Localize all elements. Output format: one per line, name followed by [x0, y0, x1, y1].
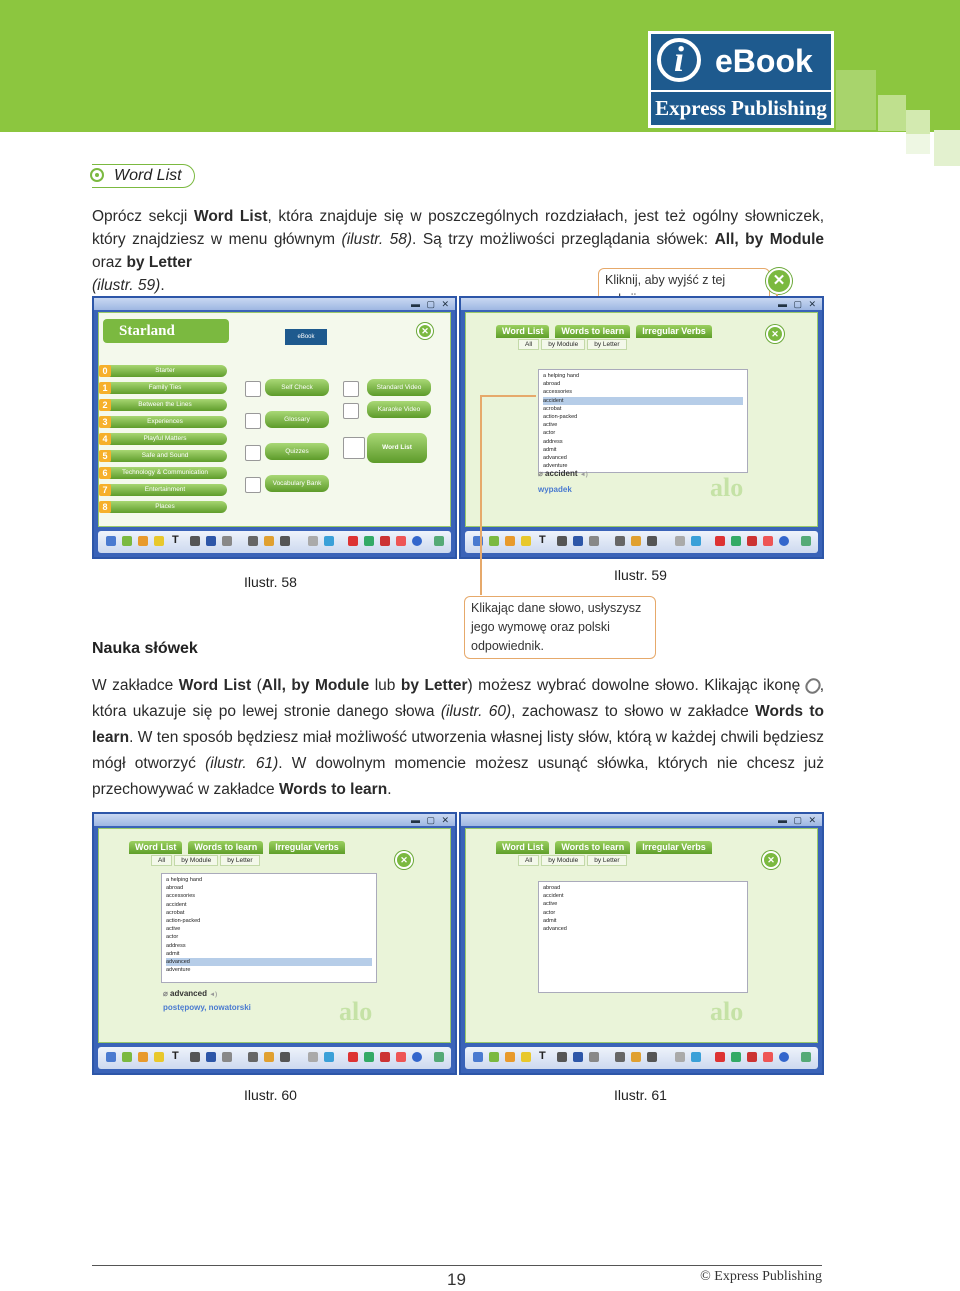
shape-icon[interactable]: [573, 536, 583, 546]
subtab-by-letter[interactable]: by Letter: [587, 339, 626, 350]
word-item[interactable]: address: [166, 942, 186, 949]
bold-text: Words to learn: [92, 703, 824, 746]
subtab-bar: [151, 855, 262, 866]
footer-divider: [92, 1265, 822, 1266]
window-titlebar: [461, 814, 822, 826]
menu-number: 7: [99, 484, 111, 496]
tile-karaoke-video[interactable]: Karaoke Video: [367, 401, 431, 418]
pen-icon[interactable]: [122, 536, 132, 546]
selected-word-text: advanced: [170, 989, 207, 998]
shape-icon[interactable]: [206, 1052, 216, 1062]
text: W zakładce: [92, 677, 179, 694]
menu-label: Technology & Communication: [122, 469, 208, 476]
text: . W ten sposób będziesz miał możliwość utworzenia własnej listy słów, którą w każdej chwili będziesz mógł otworzyć: [92, 729, 824, 772]
selected-word[interactable]: [538, 469, 588, 478]
starland-title: Starland: [103, 319, 229, 343]
word-item[interactable]: adventure: [543, 463, 568, 470]
tab-words-to-learn[interactable]: Words to learn: [555, 841, 630, 854]
pointer-icon[interactable]: [264, 536, 274, 546]
word-item[interactable]: acrobat: [543, 405, 562, 412]
menu-item[interactable]: [103, 399, 227, 411]
word-list-box: [161, 873, 377, 983]
word-item[interactable]: a helping hand: [543, 373, 580, 379]
help-icon[interactable]: [412, 536, 422, 546]
subtab-all[interactable]: All: [518, 339, 539, 350]
subtab-by-module[interactable]: by Module: [541, 855, 585, 866]
logo-i-icon: i: [657, 38, 701, 82]
bold-text: by Letter: [126, 254, 192, 271]
alo-logo: alo: [339, 997, 373, 1026]
word-item[interactable]: accident: [543, 893, 564, 900]
marker-icon[interactable]: [138, 1052, 148, 1062]
screen-icon[interactable]: [691, 1052, 701, 1062]
menu-number: 1: [99, 382, 111, 394]
word-item[interactable]: admit: [543, 917, 557, 924]
window-titlebar: [94, 298, 455, 310]
window-controls: ▬ ▢ ✕: [410, 299, 451, 309]
highlighter-icon[interactable]: [521, 536, 531, 546]
subtab-bar: [518, 855, 629, 866]
text-tool-icon[interactable]: T: [172, 534, 179, 546]
menu-label: Safe and Sound: [141, 452, 189, 459]
zoom-icon[interactable]: [248, 1052, 258, 1062]
screenshot-59: [459, 296, 824, 559]
tab-irregular-verbs[interactable]: Irregular Verbs: [269, 841, 345, 854]
stop-icon[interactable]: [763, 536, 773, 546]
word-item[interactable]: actor: [166, 934, 179, 941]
word-item-selected[interactable]: accident: [543, 397, 743, 405]
pen-icon[interactable]: [122, 1052, 132, 1062]
eraser-icon[interactable]: [557, 1052, 567, 1062]
undo-icon[interactable]: [364, 536, 374, 546]
word-item[interactable]: active: [543, 901, 558, 908]
copyright: © Express Publishing: [700, 1269, 822, 1284]
close-icon[interactable]: ✕: [395, 851, 413, 869]
quizzes-icon: [245, 445, 261, 461]
text: . W dowolnym momencie możesz usunąć słówka, których nie chcesz już przechowywać w zakładce: [92, 755, 824, 798]
text: Oprócz sekcji: [92, 208, 194, 225]
decor-square: [934, 130, 960, 166]
pointer-icon[interactable]: [631, 1052, 641, 1062]
text: ) możesz wybrać dowolne słowo. Klikając ikonę: [467, 677, 801, 694]
subtab-by-module[interactable]: by Module: [174, 855, 218, 866]
ref-text: (ilustr. 60): [440, 703, 512, 720]
text: , która ukazuje się po lewej stronie danego słowa: [92, 677, 825, 720]
callout-pointer: [480, 395, 482, 595]
speaker-icon[interactable]: ◄): [579, 472, 588, 478]
eraser-icon[interactable]: [190, 1052, 200, 1062]
section-heading: [92, 164, 195, 188]
decor-square: [836, 70, 876, 130]
marker-icon[interactable]: [138, 536, 148, 546]
page-icon[interactable]: [675, 1052, 685, 1062]
tab-irregular-verbs[interactable]: Irregular Verbs: [636, 325, 712, 338]
menu-item[interactable]: [103, 382, 227, 394]
starland-menu: [98, 312, 451, 527]
pen-icon[interactable]: [489, 1052, 499, 1062]
menu-label: Between the Lines: [138, 401, 192, 408]
undo-icon[interactable]: [731, 1052, 741, 1062]
subtab-bar: [518, 339, 629, 350]
text: .: [387, 781, 392, 798]
spotlight-icon[interactable]: [589, 536, 599, 546]
text: . Są trzy możliwości przeglądania słówek:: [412, 231, 715, 248]
word-item[interactable]: acrobat: [166, 909, 185, 916]
arrow-icon[interactable]: [801, 1052, 811, 1062]
caption-58: Ilustr. 58: [244, 574, 297, 590]
spotlight-icon[interactable]: [589, 1052, 599, 1062]
menu-item[interactable]: [103, 467, 227, 479]
menu-number: 3: [99, 416, 111, 428]
menu-item[interactable]: [103, 450, 227, 462]
stop-icon[interactable]: [763, 1052, 773, 1062]
page-number: 19: [447, 1270, 466, 1289]
word-list-panel: [465, 312, 818, 527]
menu-number: 0: [99, 365, 111, 377]
ref-text: (ilustr. 58): [341, 231, 413, 248]
stop-icon[interactable]: [396, 536, 406, 546]
menu-label: Family Ties: [148, 384, 182, 391]
decor-square: [906, 134, 930, 154]
self-check-icon: [245, 381, 261, 397]
help-icon[interactable]: [779, 1052, 789, 1062]
body-paragraph: [92, 673, 824, 803]
camera-icon[interactable]: [647, 1052, 657, 1062]
tile-word-list[interactable]: Word List: [367, 433, 427, 463]
screen-icon[interactable]: [324, 536, 334, 546]
page-icon[interactable]: [308, 536, 318, 546]
glossary-icon: [245, 413, 261, 429]
caption-59: Ilustr. 59: [614, 567, 667, 583]
word-item[interactable]: active: [543, 422, 558, 429]
menu-item[interactable]: [103, 484, 227, 496]
window-titlebar: [461, 298, 822, 310]
word-list-panel: [98, 828, 451, 1043]
word-item[interactable]: advanced: [543, 455, 567, 462]
arrow-icon[interactable]: [434, 536, 444, 546]
shape-icon[interactable]: [206, 536, 216, 546]
delete-icon[interactable]: [715, 1052, 725, 1062]
arrow-icon[interactable]: [801, 536, 811, 546]
ebook-logo: [648, 31, 834, 128]
tab-words-to-learn[interactable]: Words to learn: [555, 325, 630, 338]
camera-icon[interactable]: [280, 536, 290, 546]
tab-irregular-verbs[interactable]: Irregular Verbs: [636, 841, 712, 854]
subtab-by-letter[interactable]: by Letter: [587, 855, 626, 866]
pen-icon[interactable]: [489, 536, 499, 546]
tool-icon[interactable]: [473, 536, 483, 546]
decor-square: [906, 110, 930, 134]
word-item[interactable]: advanced: [543, 926, 567, 933]
section-title: Word List: [114, 167, 182, 184]
callout-pointer: [480, 395, 536, 397]
subheading: Nauka słówek: [92, 640, 198, 657]
text: .: [160, 277, 165, 294]
arrow-icon[interactable]: [434, 1052, 444, 1062]
pointer-icon[interactable]: [264, 1052, 274, 1062]
screen-icon[interactable]: [691, 536, 701, 546]
menu-number: 4: [99, 433, 111, 445]
window-controls: ▬ ▢ ✕: [777, 299, 818, 309]
camera-icon[interactable]: [280, 1052, 290, 1062]
text: , zachowasz to słowo w zakładce: [511, 703, 756, 720]
caption-61: Ilustr. 61: [614, 1087, 667, 1103]
logo-publisher-text: Express Publishing: [651, 92, 831, 125]
text-tool-icon[interactable]: T: [539, 534, 546, 546]
text: , która znajduje się w poszczególnych rozdziałach, jest też ogólny słowniczek, który znajdziesz w menu głównym: [92, 208, 824, 248]
word-item-selected[interactable]: advanced: [166, 958, 372, 966]
logo-ebook-text: eBook: [715, 43, 813, 79]
toolbar: [98, 531, 451, 553]
screenshot-58: [92, 296, 457, 559]
text-tool-icon[interactable]: T: [539, 1050, 546, 1062]
word-item[interactable]: accessories: [166, 893, 196, 900]
tab-bar: [129, 837, 351, 855]
caption-60: Ilustr. 60: [244, 1087, 297, 1103]
marker-icon[interactable]: [505, 536, 515, 546]
eraser-icon[interactable]: [190, 536, 200, 546]
tool-icon[interactable]: [473, 1052, 483, 1062]
screen-icon[interactable]: [324, 1052, 334, 1062]
selected-word-text: accident: [545, 469, 578, 478]
toolbar: [465, 531, 818, 553]
word-item[interactable]: action-packed: [543, 414, 578, 421]
ref-text: (ilustr. 59): [92, 277, 161, 294]
tile-vocabulary-bank[interactable]: Vocabulary Bank: [265, 475, 329, 492]
logo-top: [651, 34, 831, 90]
page-icon[interactable]: [675, 536, 685, 546]
menu-item[interactable]: [103, 416, 227, 428]
menu-item[interactable]: [103, 365, 227, 377]
tab-word-list[interactable]: Word List: [496, 841, 549, 854]
paperclip-icon[interactable]: ⌀: [163, 989, 171, 998]
zoom-icon[interactable]: [615, 1052, 625, 1062]
word-item[interactable]: abroad: [543, 885, 561, 891]
menu-number: 2: [99, 399, 111, 411]
video-icon: [343, 381, 359, 397]
tool-icon[interactable]: [106, 1052, 116, 1062]
word-item[interactable]: abroad: [543, 381, 561, 388]
pointer-icon[interactable]: [631, 536, 641, 546]
close-icon[interactable]: ✕: [762, 851, 780, 869]
delete-icon[interactable]: [348, 536, 358, 546]
undo-icon[interactable]: [364, 1052, 374, 1062]
decor-square: [878, 95, 906, 131]
bold-text: Words to learn: [278, 781, 388, 798]
help-icon[interactable]: [412, 1052, 422, 1062]
bold-text: by Letter: [400, 677, 468, 694]
spotlight-icon[interactable]: [222, 1052, 232, 1062]
word-item[interactable]: action-packed: [166, 918, 201, 925]
window-controls: ▬ ▢ ✕: [777, 815, 818, 825]
ref-text: (ilustr. 61): [205, 755, 279, 772]
delete-icon[interactable]: [348, 1052, 358, 1062]
screenshot-61: [459, 812, 824, 1075]
word-item[interactable]: abroad: [166, 885, 184, 892]
translation: wypadek: [538, 485, 572, 494]
highlighter-icon[interactable]: [154, 536, 164, 546]
alo-logo: alo: [710, 997, 744, 1026]
tile-standard-video[interactable]: Standard Video: [367, 379, 431, 396]
record-icon[interactable]: [380, 1052, 390, 1062]
word-item[interactable]: actor: [543, 430, 556, 437]
tab-bar: [496, 321, 718, 339]
selected-word[interactable]: [163, 989, 217, 998]
menu-number: 8: [99, 501, 111, 513]
paperclip-icon[interactable]: ⌀: [538, 469, 546, 478]
camera-icon[interactable]: [647, 536, 657, 546]
bold-text: Word List: [178, 677, 252, 694]
word-item[interactable]: admit: [543, 446, 557, 453]
text: lub: [369, 677, 401, 694]
subtab-all[interactable]: All: [518, 855, 539, 866]
close-icon[interactable]: ✕: [766, 325, 784, 343]
undo-icon[interactable]: [731, 536, 741, 546]
translation: postępowy, nowatorski: [163, 1003, 251, 1012]
word-item[interactable]: address: [543, 438, 563, 445]
marker-icon[interactable]: [505, 1052, 515, 1062]
screenshot-60: [92, 812, 457, 1075]
word-item[interactable]: a helping hand: [166, 877, 203, 883]
subtab-by-module[interactable]: by Module: [541, 339, 585, 350]
menu-label: Entertainment: [144, 486, 186, 493]
bullet-circle-icon: [90, 168, 104, 182]
menu-label: Experiences: [147, 418, 183, 425]
record-icon[interactable]: [747, 536, 757, 546]
text-tool-icon[interactable]: T: [172, 1050, 179, 1062]
bold-text: All, by Module: [261, 677, 370, 694]
close-icon: ✕: [766, 268, 792, 294]
word-item[interactable]: accident: [166, 901, 187, 908]
record-icon[interactable]: [747, 1052, 757, 1062]
tab-words-to-learn[interactable]: Words to learn: [188, 841, 263, 854]
word-item[interactable]: admit: [166, 950, 180, 957]
words-to-learn-panel: [465, 828, 818, 1043]
shape-icon[interactable]: [573, 1052, 583, 1062]
window-titlebar: [94, 814, 455, 826]
mini-ebook-logo: eBook: [285, 329, 327, 345]
menu-item[interactable]: [103, 433, 227, 445]
menu-number: 5: [99, 450, 111, 462]
tool-icon[interactable]: [106, 536, 116, 546]
tile-glossary[interactable]: Glossary: [265, 411, 329, 428]
close-icon[interactable]: ✕: [417, 323, 433, 339]
subtab-all[interactable]: All: [151, 855, 172, 866]
word-list-icon: [343, 437, 365, 459]
eraser-icon[interactable]: [557, 536, 567, 546]
toolbar: [465, 1047, 818, 1069]
zoom-icon[interactable]: [615, 536, 625, 546]
karaoke-icon: [343, 403, 359, 419]
word-item[interactable]: adventure: [166, 967, 191, 974]
word-item[interactable]: accessories: [543, 389, 573, 396]
record-icon[interactable]: [380, 536, 390, 546]
vocabulary-icon: [245, 477, 261, 493]
bold-text: Word List: [193, 208, 268, 225]
menu-item[interactable]: [103, 501, 227, 513]
word-list-box: [538, 369, 748, 473]
text: oraz: [92, 254, 127, 271]
highlighter-icon[interactable]: [521, 1052, 531, 1062]
highlighter-icon[interactable]: [154, 1052, 164, 1062]
callout-exit: Kliknij, aby wyjść z tej: [598, 268, 770, 312]
spotlight-icon[interactable]: [222, 536, 232, 546]
tile-self-check[interactable]: Self Check: [265, 379, 329, 396]
menu-label: Playful Matters: [143, 435, 187, 442]
tab-bar: [496, 837, 718, 855]
menu-label: Places: [155, 503, 175, 510]
page-icon[interactable]: [308, 1052, 318, 1062]
bold-text: All, by Module: [714, 231, 824, 248]
menu-label: Starter: [155, 367, 175, 374]
subtab-by-letter[interactable]: by Letter: [220, 855, 259, 866]
word-item[interactable]: actor: [543, 909, 556, 916]
text: (: [251, 677, 262, 694]
callout-click-word: Klikając dane słowo, usłyszysz jego wymowę oraz polski odpowiednik.: [464, 596, 656, 659]
tab-word-list[interactable]: Word List: [129, 841, 182, 854]
word-list-box: [538, 881, 748, 993]
speaker-icon[interactable]: ◄): [209, 992, 218, 998]
tile-quizzes[interactable]: Quizzes: [265, 443, 329, 460]
help-icon[interactable]: [779, 536, 789, 546]
menu-number: 6: [99, 467, 111, 479]
delete-icon[interactable]: [715, 536, 725, 546]
stop-icon[interactable]: [396, 1052, 406, 1062]
tab-word-list[interactable]: Word List: [496, 325, 549, 338]
zoom-icon[interactable]: [248, 536, 258, 546]
window-controls: ▬ ▢ ✕: [410, 815, 451, 825]
toolbar: [98, 1047, 451, 1069]
alo-logo: alo: [710, 473, 744, 502]
word-item[interactable]: active: [166, 926, 181, 933]
